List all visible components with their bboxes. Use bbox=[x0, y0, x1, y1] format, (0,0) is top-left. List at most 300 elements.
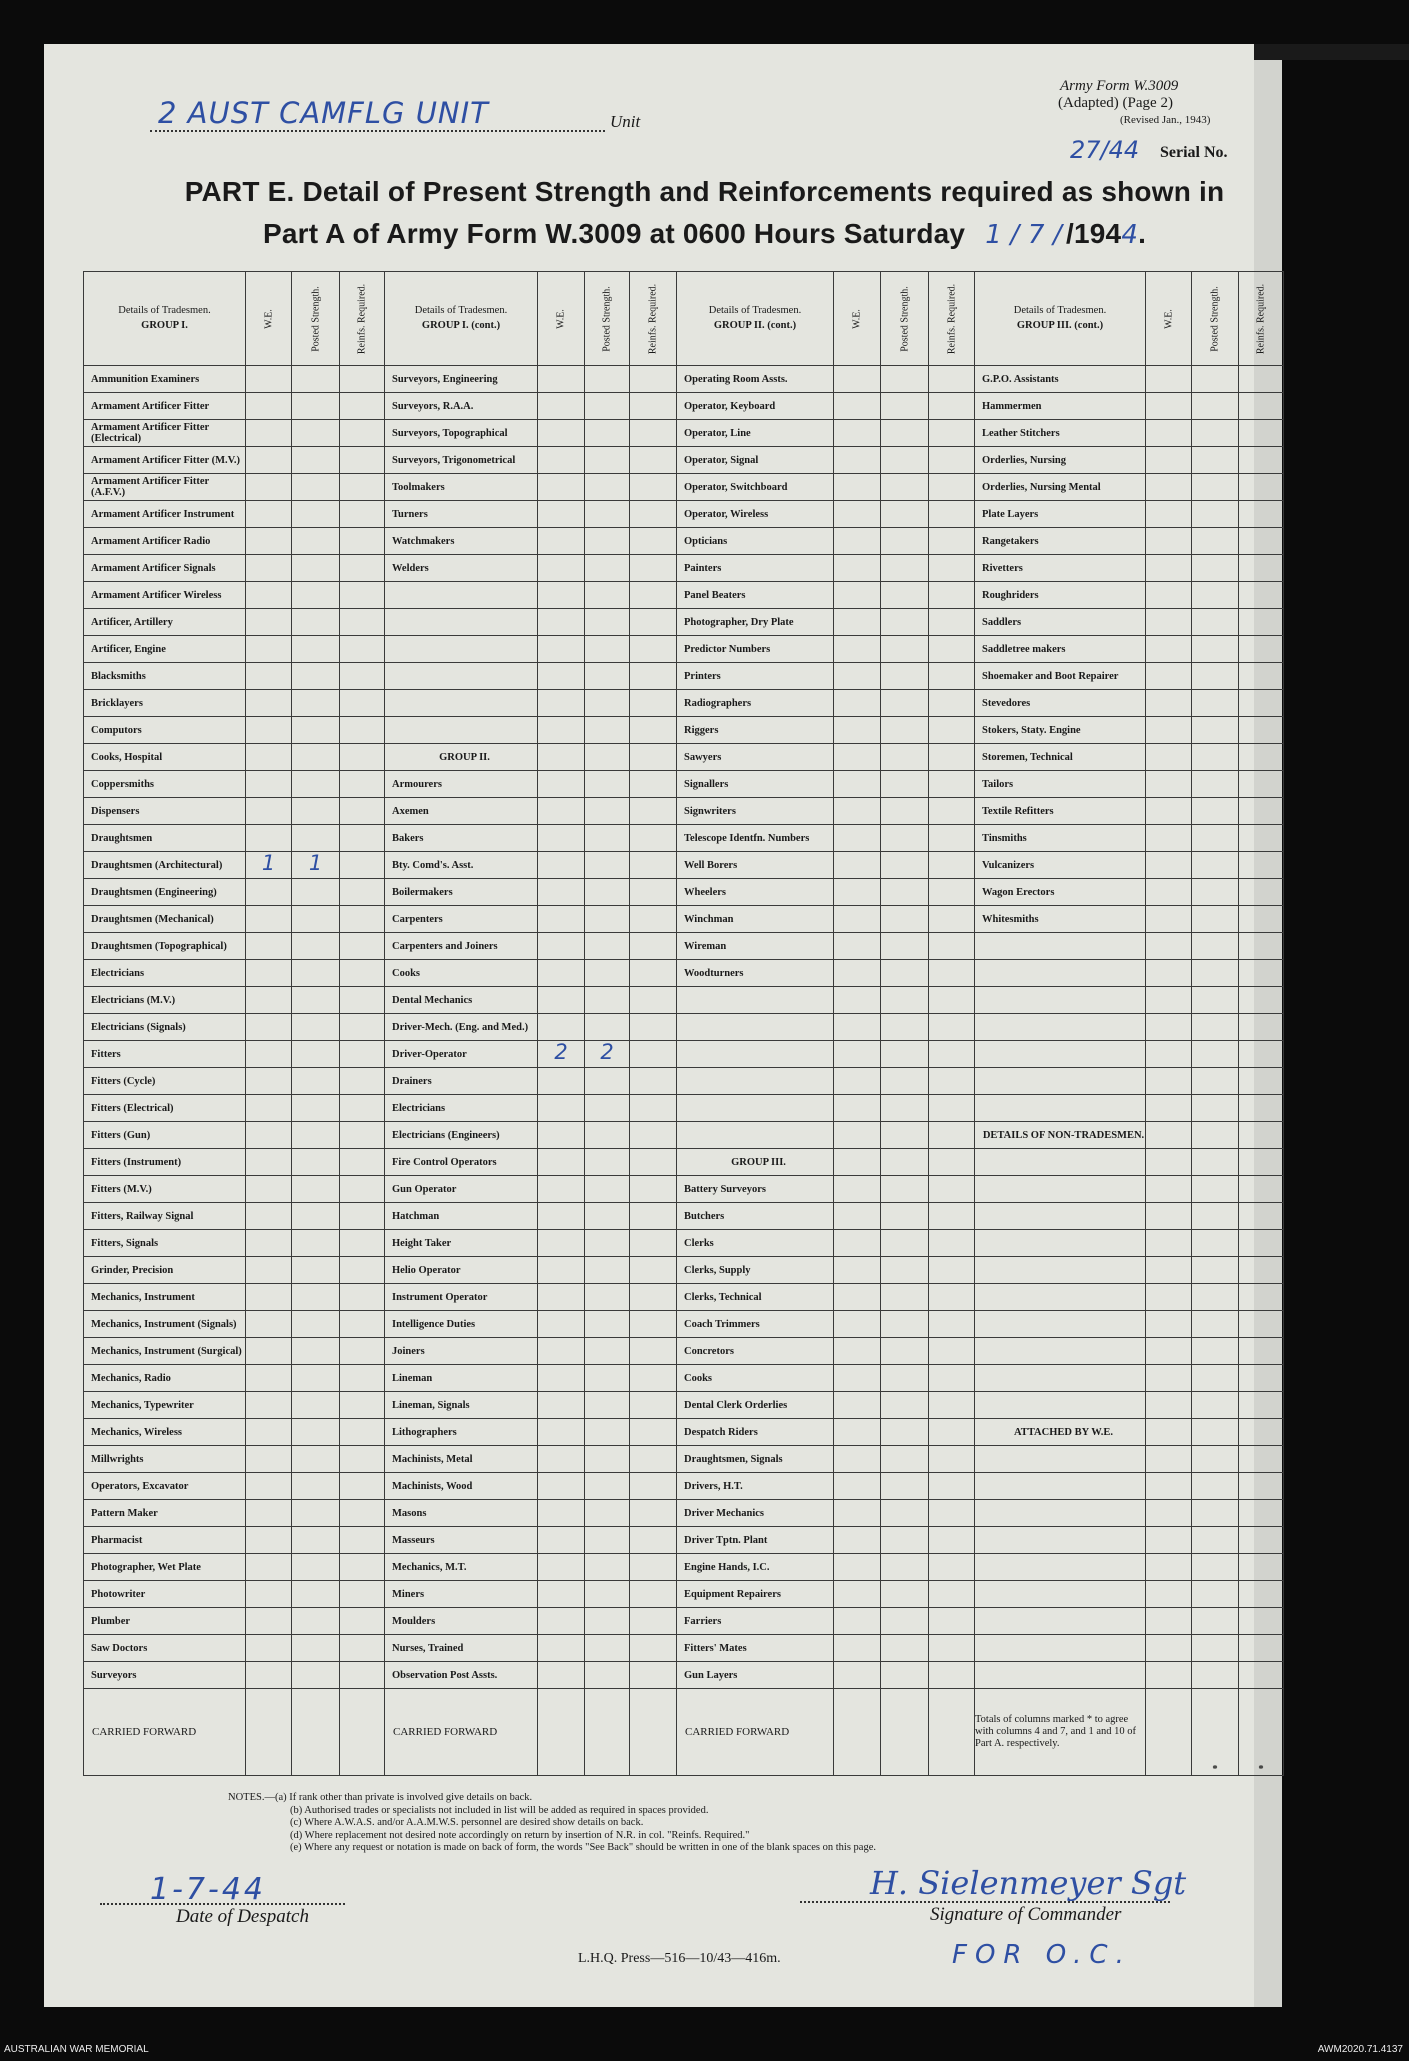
cell-posted bbox=[292, 1257, 340, 1284]
cell-we bbox=[834, 474, 881, 501]
cell-posted bbox=[585, 1068, 630, 1095]
cell-reinf bbox=[1239, 555, 1284, 582]
cell-we bbox=[834, 690, 881, 717]
cell-we bbox=[538, 690, 585, 717]
cell-we bbox=[1146, 1473, 1192, 1500]
cell-we bbox=[246, 1203, 292, 1230]
trade-photowriter: Photowriter bbox=[84, 1581, 246, 1608]
cell-posted bbox=[881, 717, 929, 744]
cell-posted bbox=[881, 771, 929, 798]
cell-posted bbox=[1192, 879, 1239, 906]
cell-posted bbox=[881, 1473, 929, 1500]
trade-bty-comd-s-asst: Bty. Comd's. Asst. bbox=[385, 852, 538, 879]
cell-reinf bbox=[630, 1230, 677, 1257]
cell-we bbox=[834, 447, 881, 474]
cell-we bbox=[538, 609, 585, 636]
cell-reinf bbox=[929, 771, 975, 798]
trade-plate-layers: Plate Layers bbox=[975, 501, 1146, 528]
cell-posted bbox=[585, 1203, 630, 1230]
cell-reinf bbox=[630, 1014, 677, 1041]
cell-posted bbox=[292, 1041, 340, 1068]
cell-we bbox=[1146, 717, 1192, 744]
table-row bbox=[84, 1284, 1284, 1311]
cell-posted bbox=[585, 717, 630, 744]
blank-trade-cell bbox=[975, 1095, 1146, 1122]
cell-reinf bbox=[929, 1635, 975, 1662]
cell-posted bbox=[292, 582, 340, 609]
header-we: W.E. bbox=[1146, 272, 1192, 366]
cell-posted bbox=[292, 420, 340, 447]
cell-reinf bbox=[929, 1257, 975, 1284]
cell-reinf bbox=[630, 447, 677, 474]
cell-posted bbox=[292, 528, 340, 555]
cell-reinf bbox=[630, 663, 677, 690]
cell-we bbox=[834, 1338, 881, 1365]
cell-posted bbox=[1192, 393, 1239, 420]
cell-posted bbox=[881, 582, 929, 609]
cell-reinf bbox=[340, 582, 385, 609]
cell-reinf bbox=[340, 1392, 385, 1419]
cell-we bbox=[1146, 852, 1192, 879]
cell-posted bbox=[881, 366, 929, 393]
cell-we bbox=[834, 1095, 881, 1122]
cell-reinf bbox=[340, 636, 385, 663]
header-details-g2-cont: Details of Tradesmen. GROUP II. (cont.) bbox=[677, 272, 834, 366]
cell-we bbox=[538, 1149, 585, 1176]
cell-posted bbox=[585, 825, 630, 852]
cell-reinf bbox=[1239, 1635, 1284, 1662]
header-details-g1: Details of Tradesmen. GROUP I. bbox=[84, 272, 246, 366]
trade-clerks-technical: Clerks, Technical bbox=[677, 1284, 834, 1311]
cell-we bbox=[834, 420, 881, 447]
table-row bbox=[84, 636, 1284, 663]
blank-trade-cell bbox=[975, 1068, 1146, 1095]
cell-we bbox=[538, 1527, 585, 1554]
trade-armament-artificer-fitter: Armament Artificer Fitter bbox=[84, 393, 246, 420]
cell-posted bbox=[585, 393, 630, 420]
trade-moulders: Moulders bbox=[385, 1608, 538, 1635]
cell-reinf bbox=[340, 1068, 385, 1095]
trade-g-p-o-assistants: G.P.O. Assistants bbox=[975, 366, 1146, 393]
trade-electricians-engineers: Electricians (Engineers) bbox=[385, 1122, 538, 1149]
cell-reinf bbox=[340, 798, 385, 825]
table-row bbox=[84, 906, 1284, 933]
cell-we bbox=[538, 474, 585, 501]
cell-reinf bbox=[929, 1581, 975, 1608]
cell-reinf bbox=[630, 1662, 677, 1689]
cell-we bbox=[538, 933, 585, 960]
trade-fitters-signals: Fitters, Signals bbox=[84, 1230, 246, 1257]
cell-posted bbox=[1192, 717, 1239, 744]
serial-label: Serial No. bbox=[1160, 144, 1228, 161]
trade-equipment-repairers: Equipment Repairers bbox=[677, 1581, 834, 1608]
cell-reinf bbox=[1239, 1014, 1284, 1041]
trade-draughtsmen-architectural: Draughtsmen (Architectural) bbox=[84, 852, 246, 879]
cell-we bbox=[1146, 960, 1192, 987]
table-row bbox=[84, 366, 1284, 393]
cell-reinf bbox=[929, 1500, 975, 1527]
cell-posted bbox=[881, 1014, 929, 1041]
blank-trade-cell bbox=[975, 1311, 1146, 1338]
table-row bbox=[84, 690, 1284, 717]
trade-drivers-h-t: Drivers, H.T. bbox=[677, 1473, 834, 1500]
cell-posted bbox=[585, 501, 630, 528]
cell-reinf bbox=[630, 933, 677, 960]
blank-trade-cell bbox=[677, 1122, 834, 1149]
cell-posted bbox=[881, 447, 929, 474]
carried-forward-label: CARRIED FORWARD bbox=[84, 1689, 246, 1776]
cell-we bbox=[1146, 1176, 1192, 1203]
blank-trade-cell bbox=[385, 663, 538, 690]
blank-trade-cell bbox=[975, 987, 1146, 1014]
cell-posted bbox=[1192, 1257, 1239, 1284]
unit-handwritten: 2 AUST CAMFLG UNIT bbox=[158, 96, 489, 130]
cell-posted bbox=[881, 393, 929, 420]
table-row bbox=[84, 1446, 1284, 1473]
trade-miners: Miners bbox=[385, 1581, 538, 1608]
handwritten-count: 2 bbox=[600, 1040, 614, 1064]
cell-reinf bbox=[340, 447, 385, 474]
header-posted: Posted Strength. bbox=[585, 272, 630, 366]
page-title-line1: PART E. Detail of Present Strength and Reinforcements required as shown in bbox=[184, 176, 1225, 207]
cell-reinf bbox=[1239, 852, 1284, 879]
cell-reinf bbox=[630, 366, 677, 393]
trade-winchman: Winchman bbox=[677, 906, 834, 933]
trade-grinder-precision: Grinder, Precision bbox=[84, 1257, 246, 1284]
table-row bbox=[84, 1527, 1284, 1554]
cell-posted bbox=[292, 1230, 340, 1257]
cell-posted bbox=[585, 366, 630, 393]
cell-posted bbox=[292, 1392, 340, 1419]
cell-reinf bbox=[1239, 690, 1284, 717]
cell-we bbox=[538, 1311, 585, 1338]
carried-forward-cell bbox=[292, 1689, 340, 1776]
trade-shoemaker-and-boot-repairer: Shoemaker and Boot Repairer bbox=[975, 663, 1146, 690]
trade-group-iii: GROUP III. bbox=[677, 1149, 834, 1176]
cell-reinf bbox=[929, 744, 975, 771]
cell-reinf bbox=[630, 1257, 677, 1284]
cell-posted bbox=[292, 1662, 340, 1689]
cell-posted bbox=[292, 852, 340, 879]
blank-trade-cell bbox=[975, 1365, 1146, 1392]
cell-we bbox=[538, 555, 585, 582]
trade-carpenters-and-joiners: Carpenters and Joiners bbox=[385, 933, 538, 960]
cell-reinf bbox=[1239, 906, 1284, 933]
cell-we bbox=[1146, 447, 1192, 474]
trade-operators-excavator: Operators, Excavator bbox=[84, 1473, 246, 1500]
cell-we bbox=[246, 1149, 292, 1176]
cell-we bbox=[834, 744, 881, 771]
trade-fitters-gun: Fitters (Gun) bbox=[84, 1122, 246, 1149]
cell-reinf bbox=[1239, 1554, 1284, 1581]
trade-electricians: Electricians bbox=[385, 1095, 538, 1122]
cell-posted bbox=[292, 825, 340, 852]
cell-we bbox=[246, 933, 292, 960]
cell-we bbox=[1146, 420, 1192, 447]
cell-we bbox=[246, 1311, 292, 1338]
blank-trade-cell bbox=[975, 1041, 1146, 1068]
blank-trade-cell bbox=[975, 1176, 1146, 1203]
cell-we bbox=[834, 1068, 881, 1095]
cell-reinf bbox=[340, 1014, 385, 1041]
blank-trade-cell bbox=[677, 1014, 834, 1041]
cell-reinf bbox=[929, 528, 975, 555]
cell-we bbox=[538, 1014, 585, 1041]
cell-we bbox=[538, 987, 585, 1014]
cell-we bbox=[246, 1284, 292, 1311]
cell-posted bbox=[292, 960, 340, 987]
cell-reinf bbox=[630, 1338, 677, 1365]
cell-reinf bbox=[340, 609, 385, 636]
cell-we bbox=[834, 1284, 881, 1311]
carried-forward-cell bbox=[630, 1689, 677, 1776]
trade-helio-operator: Helio Operator bbox=[385, 1257, 538, 1284]
cell-we bbox=[834, 501, 881, 528]
cell-posted bbox=[1192, 960, 1239, 987]
table-row bbox=[84, 663, 1284, 690]
title-year-handwritten: 4 bbox=[1121, 220, 1139, 250]
cell-reinf bbox=[1239, 393, 1284, 420]
cell-reinf bbox=[1239, 1581, 1284, 1608]
cell-posted bbox=[585, 1392, 630, 1419]
totals-note: Totals of columns marked * to agree with columns 4 and 7, and 1 and 10 of Part A. respectively. bbox=[975, 1689, 1146, 1776]
cell-reinf bbox=[340, 1608, 385, 1635]
cell-we bbox=[1146, 1041, 1192, 1068]
cell-reinf bbox=[929, 555, 975, 582]
cell-reinf bbox=[630, 501, 677, 528]
cell-we bbox=[834, 1392, 881, 1419]
table-row bbox=[84, 1149, 1284, 1176]
blank-trade-cell bbox=[975, 1149, 1146, 1176]
cell-we bbox=[1146, 744, 1192, 771]
cell-we bbox=[1146, 1230, 1192, 1257]
cell-we bbox=[246, 447, 292, 474]
cell-we bbox=[246, 1014, 292, 1041]
cell-posted bbox=[292, 393, 340, 420]
cell-reinf bbox=[340, 744, 385, 771]
cell-posted bbox=[292, 1176, 340, 1203]
trade-concretors: Concretors bbox=[677, 1338, 834, 1365]
cell-posted bbox=[881, 1311, 929, 1338]
cell-we bbox=[538, 1338, 585, 1365]
cell-we bbox=[538, 960, 585, 987]
cell-we bbox=[246, 1095, 292, 1122]
cell-reinf bbox=[340, 1176, 385, 1203]
press-imprint: L.H.Q. Press—516—10/43—416m. bbox=[578, 1951, 781, 1966]
total-star-marker: * bbox=[1239, 1689, 1284, 1776]
cell-we bbox=[834, 1365, 881, 1392]
cell-posted bbox=[1192, 1311, 1239, 1338]
blank-trade-cell bbox=[975, 1338, 1146, 1365]
cell-posted bbox=[292, 1635, 340, 1662]
cell-posted bbox=[1192, 825, 1239, 852]
cell-posted bbox=[585, 1473, 630, 1500]
form-name: Army Form W.3009 bbox=[1060, 78, 1179, 94]
cell-posted bbox=[585, 1581, 630, 1608]
cell-we bbox=[1146, 501, 1192, 528]
blank-trade-cell bbox=[975, 1230, 1146, 1257]
cell-we bbox=[1146, 528, 1192, 555]
cell-we bbox=[246, 1041, 292, 1068]
table-row bbox=[84, 1041, 1284, 1068]
cell-posted bbox=[881, 1176, 929, 1203]
cell-posted bbox=[881, 960, 929, 987]
table-row bbox=[84, 987, 1284, 1014]
cell-reinf bbox=[929, 447, 975, 474]
trade-fire-control-operators: Fire Control Operators bbox=[385, 1149, 538, 1176]
table-row bbox=[84, 1257, 1284, 1284]
carried-forward-cell bbox=[246, 1689, 292, 1776]
cell-posted bbox=[585, 1176, 630, 1203]
trade-driver-tptn-plant: Driver Tptn. Plant bbox=[677, 1527, 834, 1554]
cell-posted bbox=[1192, 420, 1239, 447]
cell-we bbox=[246, 1392, 292, 1419]
cell-posted bbox=[881, 1284, 929, 1311]
cell-posted bbox=[292, 1122, 340, 1149]
cell-reinf bbox=[340, 1419, 385, 1446]
cell-posted bbox=[292, 1338, 340, 1365]
cell-we bbox=[1146, 609, 1192, 636]
cell-we bbox=[246, 636, 292, 663]
trade-telescope-identfn-numbers: Telescope Identfn. Numbers bbox=[677, 825, 834, 852]
cell-we bbox=[246, 555, 292, 582]
trade-boilermakers: Boilermakers bbox=[385, 879, 538, 906]
cell-we bbox=[834, 1446, 881, 1473]
cell-reinf bbox=[929, 501, 975, 528]
cell-we bbox=[1146, 1365, 1192, 1392]
cell-reinf bbox=[1239, 1041, 1284, 1068]
cell-reinf bbox=[1239, 1608, 1284, 1635]
cell-posted bbox=[1192, 771, 1239, 798]
trade-draughtsmen-engineering: Draughtsmen (Engineering) bbox=[84, 879, 246, 906]
table-row bbox=[84, 1203, 1284, 1230]
cell-posted bbox=[1192, 1662, 1239, 1689]
cell-posted bbox=[881, 1257, 929, 1284]
cell-we bbox=[246, 420, 292, 447]
cell-we bbox=[538, 1419, 585, 1446]
table-row bbox=[84, 1311, 1284, 1338]
cell-reinf bbox=[340, 1635, 385, 1662]
cell-posted bbox=[1192, 447, 1239, 474]
cell-reinf bbox=[340, 1284, 385, 1311]
cell-we bbox=[246, 474, 292, 501]
trade-armament-artificer-signals: Armament Artificer Signals bbox=[84, 555, 246, 582]
cell-reinf bbox=[340, 690, 385, 717]
trade-woodturners: Woodturners bbox=[677, 960, 834, 987]
cell-we bbox=[1146, 906, 1192, 933]
trade-opticians: Opticians bbox=[677, 528, 834, 555]
trade-armament-artificer-radio: Armament Artificer Radio bbox=[84, 528, 246, 555]
cell-reinf bbox=[1239, 1284, 1284, 1311]
title-year: /194 bbox=[1066, 218, 1122, 249]
trade-painters: Painters bbox=[677, 555, 834, 582]
unit-label: Unit bbox=[610, 112, 641, 131]
cell-posted bbox=[1192, 1068, 1239, 1095]
cell-we bbox=[1146, 555, 1192, 582]
cell-posted bbox=[292, 879, 340, 906]
cell-we bbox=[834, 1419, 881, 1446]
cell-we bbox=[246, 1662, 292, 1689]
trade-mechanics-instrument: Mechanics, Instrument bbox=[84, 1284, 246, 1311]
cell-we bbox=[1146, 771, 1192, 798]
cell-posted bbox=[1192, 501, 1239, 528]
cell-reinf bbox=[630, 690, 677, 717]
cell-reinf bbox=[630, 1446, 677, 1473]
cell-posted bbox=[585, 933, 630, 960]
cell-reinf bbox=[1239, 1230, 1284, 1257]
cell-posted bbox=[881, 1068, 929, 1095]
cell-posted bbox=[1192, 1554, 1239, 1581]
cell-we bbox=[246, 744, 292, 771]
cell-we bbox=[1146, 582, 1192, 609]
trade-whitesmiths: Whitesmiths bbox=[975, 906, 1146, 933]
note-c: (c) Where A.W.A.S. and/or A.A.M.W.S. personnel are desired show details on back. bbox=[290, 1817, 644, 1828]
trade-fitters-instrument: Fitters (Instrument) bbox=[84, 1149, 246, 1176]
note-b: (b) Authorised trades or specialists not included in list will be added as required in spaces provided. bbox=[290, 1804, 709, 1816]
cell-posted bbox=[585, 771, 630, 798]
cell-we bbox=[538, 1284, 585, 1311]
cell-reinf bbox=[929, 663, 975, 690]
cell-reinf bbox=[929, 1392, 975, 1419]
cell-reinf bbox=[340, 393, 385, 420]
cell-reinf bbox=[1239, 825, 1284, 852]
cell-reinf bbox=[929, 636, 975, 663]
cell-we bbox=[834, 663, 881, 690]
cell-reinf bbox=[1239, 1149, 1284, 1176]
cell-we bbox=[834, 636, 881, 663]
header-reinf: Reinfs. Required. bbox=[929, 272, 975, 366]
trade-draughtsmen-mechanical: Draughtsmen (Mechanical) bbox=[84, 906, 246, 933]
cell-reinf bbox=[340, 663, 385, 690]
table-row bbox=[84, 1392, 1284, 1419]
cell-we bbox=[246, 393, 292, 420]
cell-reinf bbox=[630, 744, 677, 771]
table-row bbox=[84, 393, 1284, 420]
blank-trade-cell bbox=[975, 960, 1146, 987]
cell-we bbox=[246, 609, 292, 636]
cell-we bbox=[538, 1473, 585, 1500]
header-details-g1-cont: Details of Tradesmen. GROUP I. (cont.) bbox=[385, 272, 538, 366]
cell-posted bbox=[585, 1257, 630, 1284]
cell-reinf bbox=[630, 1527, 677, 1554]
cell-reinf bbox=[1239, 1392, 1284, 1419]
cell-reinf bbox=[1239, 798, 1284, 825]
table-header-row bbox=[84, 272, 1284, 366]
cell-we bbox=[834, 1608, 881, 1635]
header-we: W.E. bbox=[246, 272, 292, 366]
trade-axemen: Axemen bbox=[385, 798, 538, 825]
cell-posted bbox=[585, 960, 630, 987]
cell-posted bbox=[292, 1581, 340, 1608]
cell-reinf bbox=[929, 1149, 975, 1176]
cell-reinf bbox=[340, 1662, 385, 1689]
cell-posted bbox=[881, 1041, 929, 1068]
cell-posted bbox=[292, 987, 340, 1014]
table-row bbox=[84, 1095, 1284, 1122]
cell-posted bbox=[1192, 474, 1239, 501]
blank-trade-cell bbox=[975, 1257, 1146, 1284]
cell-posted bbox=[292, 501, 340, 528]
table-row bbox=[84, 1014, 1284, 1041]
cell-posted bbox=[1192, 663, 1239, 690]
cell-reinf bbox=[929, 717, 975, 744]
trade-photographer-dry-plate: Photographer, Dry Plate bbox=[677, 609, 834, 636]
cell-reinf bbox=[340, 825, 385, 852]
cell-posted bbox=[292, 609, 340, 636]
blank-trade-cell bbox=[975, 1500, 1146, 1527]
trade-stokers-staty-engine: Stokers, Staty. Engine bbox=[975, 717, 1146, 744]
table-row bbox=[84, 1365, 1284, 1392]
